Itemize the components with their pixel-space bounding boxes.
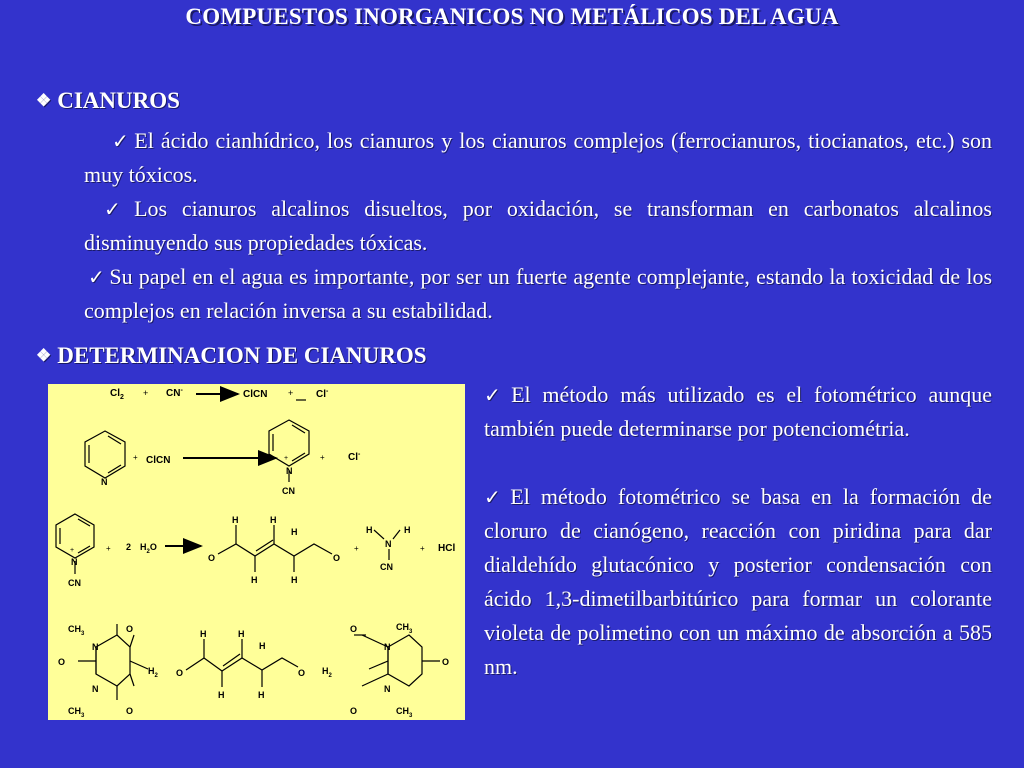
list-item-text: El método fotométrico se basa en la formación de cloruro de cianógeno, reacción con piridina para dar dialdehído glutacónico y posterior condensación con ácido 1,3-dimetilbarbitúrico para formar un colorante violeta de polimetino con un máximo de absorción a 585 nm. — [484, 484, 992, 679]
svg-text:+: + — [70, 547, 75, 554]
svg-text:N: N — [101, 477, 108, 487]
svg-text:O: O — [126, 706, 134, 716]
svg-text:CN-: CN- — [166, 387, 183, 399]
slide-title: COMPUESTOS INORGANICOS NO METÁLICOS DEL AGUA — [185, 4, 839, 29]
svg-text:+: + — [143, 388, 149, 398]
svg-text:+: + — [320, 453, 325, 462]
svg-text:2: 2 — [126, 542, 132, 552]
svg-text:H: H — [251, 575, 258, 585]
reaction-2 — [85, 420, 361, 496]
svg-text:H: H — [270, 515, 277, 525]
section-heading-text: DETERMINACION DE CIANUROS — [57, 343, 427, 368]
svg-text:H: H — [200, 629, 207, 639]
checkmark-icon: ✓ — [104, 197, 131, 221]
svg-text:CN: CN — [282, 486, 295, 496]
reaction-4 — [58, 622, 449, 719]
svg-text:+: + — [420, 544, 425, 553]
diamond-bullet-icon: ❖ — [36, 91, 52, 110]
svg-text:CN: CN — [68, 578, 81, 588]
svg-text:Cl-: Cl- — [348, 451, 361, 463]
svg-text:O: O — [350, 706, 358, 716]
svg-text:CH3: $CH_3$ — [396, 706, 413, 719]
svg-text:CH3: $CH_3$ — [68, 624, 85, 637]
svg-text:N: N — [384, 684, 391, 694]
svg-text:N: N — [384, 642, 391, 652]
diamond-bullet-icon: ❖ — [36, 346, 52, 365]
svg-text:CN: CN — [380, 562, 393, 572]
reaction-3 — [56, 514, 455, 588]
svg-text:O: O — [333, 553, 341, 563]
svg-text:H: H — [218, 690, 225, 700]
list-item-text: El ácido cianhídrico, los cianuros y los cianuros complejos (ferrocianuros, tiocianatos, etc.) son muy tóxicos. — [84, 128, 993, 187]
svg-text:H2: $H_2$ — [148, 666, 158, 679]
svg-text:H: H — [291, 575, 298, 585]
svg-text:H2: $H_2$ — [322, 666, 332, 679]
svg-text:ClCN: ClCN — [243, 389, 268, 400]
svg-text:H: H — [258, 690, 265, 700]
svg-text:H: H — [259, 641, 266, 651]
list-item-text: Los cianuros alcalinos disueltos, por oxidación, se transforman en carbonatos alcalinos disminuyendo sus propiedades tóxicas. — [84, 196, 992, 255]
svg-text:N: N — [92, 642, 99, 652]
svg-text:O: O — [442, 657, 450, 667]
svg-text:H: H — [404, 525, 411, 535]
reaction-diagram — [48, 384, 465, 720]
svg-text:H: H — [366, 525, 373, 535]
svg-text:CH3: $CH_3$ — [68, 706, 85, 719]
svg-text:+: + — [354, 544, 359, 553]
section-heading-determinacion — [36, 343, 427, 369]
svg-text:O: O — [350, 624, 358, 634]
checkmark-icon: ✓ — [88, 265, 106, 289]
list-item-text: Su papel en el agua es importante, por ser un fuerte agente complejante, estando la toxicidad de los complejos en relación inversa a su estabilidad. — [84, 264, 993, 323]
svg-text:N: N — [71, 557, 78, 567]
list-item — [84, 192, 992, 260]
svg-text:Cl-: Cl- — [316, 388, 329, 400]
svg-text:H: H — [291, 527, 298, 537]
list-item — [84, 124, 992, 192]
svg-text:N: N — [385, 539, 392, 549]
svg-text:O: O — [126, 624, 134, 634]
list-item-text: El método más utilizado es el fotométrico aunque también puede determinarse por potenciométria. — [484, 382, 992, 441]
svg-text:O: O — [298, 668, 306, 678]
svg-text:+: + — [106, 544, 111, 553]
svg-text:ClCN: ClCN — [146, 455, 171, 466]
svg-text:O: O — [58, 657, 66, 667]
list-item — [484, 480, 992, 684]
svg-text:N: N — [286, 466, 293, 476]
svg-text:Cl2: $Cl_2$ — [110, 388, 124, 401]
svg-text:HCl: HCl — [438, 543, 456, 554]
svg-text:O: O — [176, 668, 184, 678]
checkmark-icon: ✓ — [484, 485, 507, 509]
list-item — [84, 260, 992, 328]
svg-text:+: + — [288, 388, 294, 398]
section-heading-cianuros — [36, 88, 180, 114]
svg-text:H: H — [232, 515, 239, 525]
svg-text:N: N — [92, 684, 99, 694]
section-heading-text: CIANUROS — [57, 88, 180, 113]
checkmark-icon: ✓ — [112, 129, 131, 153]
svg-text:+: + — [133, 453, 138, 462]
svg-text:+: + — [284, 455, 289, 462]
svg-text:H2O: $H_2O$ — [140, 542, 157, 555]
checkmark-icon: ✓ — [484, 383, 508, 407]
svg-text:CH3: $CH_3$ — [396, 622, 413, 635]
svg-text:O: O — [208, 553, 216, 563]
list-item — [484, 378, 992, 446]
svg-text:H: H — [238, 629, 245, 639]
